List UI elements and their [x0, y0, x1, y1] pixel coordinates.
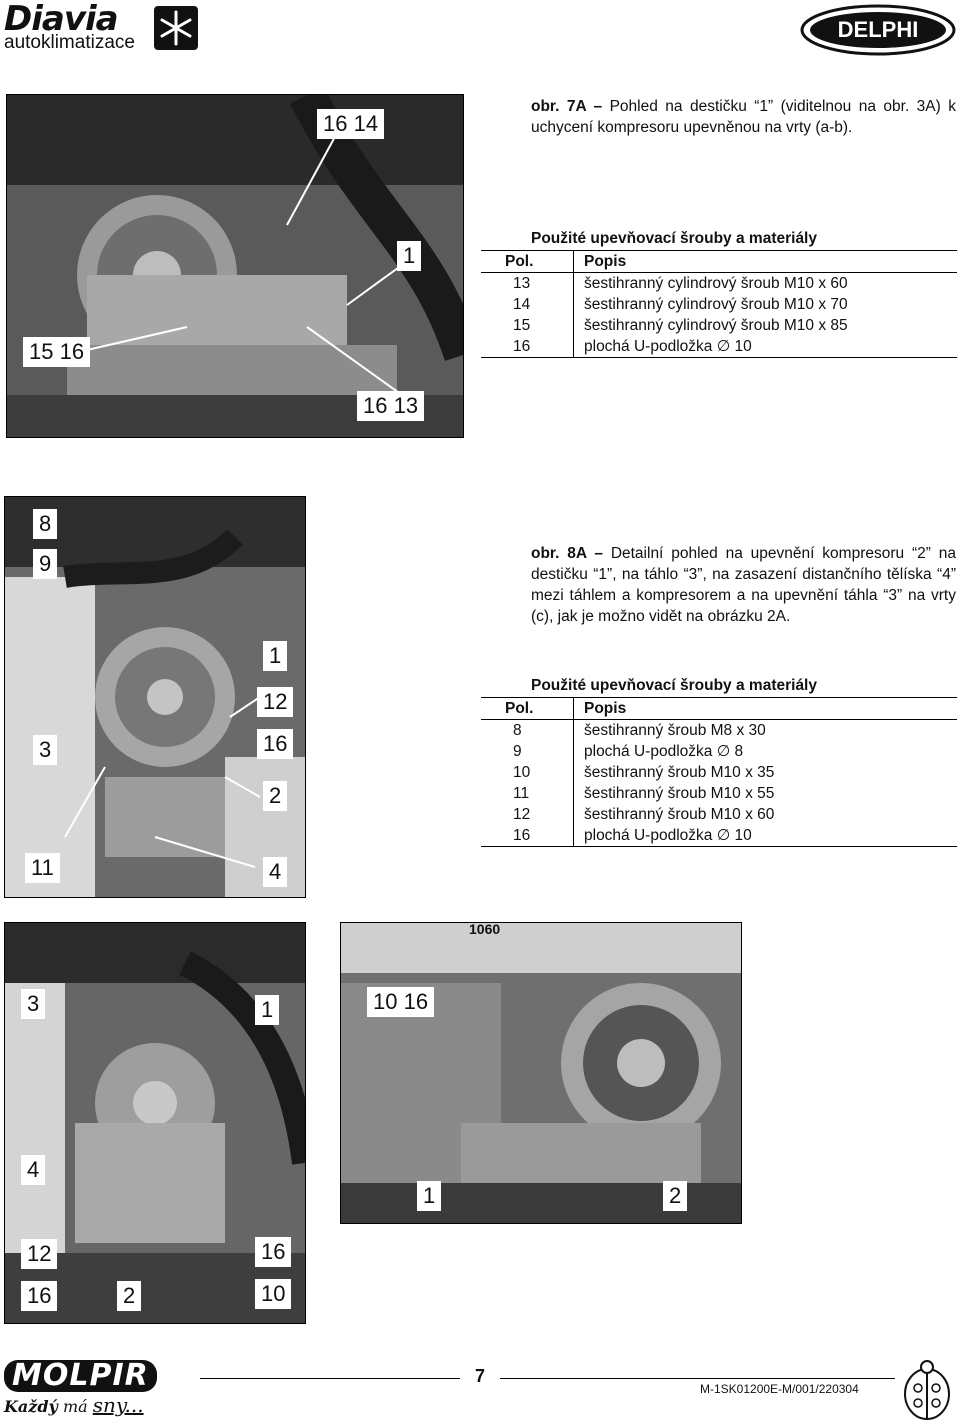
callout-label: 3	[21, 989, 45, 1019]
callout-label: 1	[255, 995, 279, 1025]
table-row	[481, 741, 957, 762]
cell-desc: plochá U-podložka ∅ 8	[584, 743, 744, 760]
callout-label: 9	[33, 549, 57, 579]
callout-label: 2	[117, 1281, 141, 1311]
callout-label: 16	[255, 1237, 291, 1267]
callout-label: 16 13	[357, 391, 424, 421]
callout-label: 4	[263, 857, 287, 887]
cell-desc: šestihranný šroub M10 x 60	[584, 806, 775, 823]
photo-bottom-left	[4, 922, 306, 1324]
col-header-pos: Pol.	[481, 698, 574, 720]
cell-desc: šestihranný šroub M8 x 30	[584, 722, 766, 739]
molpir-slogan	[4, 1392, 184, 1420]
caption-text: Pohled na destičku “1” (viditelnou na obr. 3A) k uchycení kompresoru upevněnou na vrty (a-b).	[531, 98, 956, 136]
photo-bottom-right	[340, 922, 742, 1224]
caption-dash: –	[586, 545, 611, 562]
caption-ref: obr. 8A	[531, 545, 587, 562]
callout-label: 2	[263, 781, 287, 811]
callout-label: 10 16	[367, 987, 434, 1017]
cell-desc: plochá U-podložka ∅ 10	[574, 825, 958, 847]
cell-pos: 9	[481, 741, 574, 762]
col-header-desc: Popis	[584, 700, 627, 717]
cell-pos: 13	[481, 273, 574, 295]
callout-label: 15 16	[23, 337, 90, 367]
page-number: 7	[474, 1366, 485, 1386]
callout-label: 2	[663, 1181, 687, 1211]
callout-label: 16 14	[317, 109, 384, 139]
cell-pos: 15	[481, 315, 574, 336]
callout-label: 1	[263, 641, 287, 671]
callout-label: 4	[21, 1155, 45, 1185]
footer-divider	[500, 1378, 895, 1379]
table-row	[481, 783, 957, 804]
parts-table-fig-7a	[481, 228, 957, 358]
caption-text: Detailní pohled na upevnění kompresoru “2” na destičku “1”, na táhlo “3”, na zasazení distančního tělíska “4” mezi táhlem a kompresorem a na upevnění táhla “3” na vrty (c), jak je možno vidět na obrázku 2A.	[531, 545, 956, 625]
table-row	[481, 336, 957, 358]
col-header-pos: Pol.	[481, 251, 574, 273]
table-title: Použité upevňovací šrouby a materiály	[531, 677, 817, 694]
slogan-part: má	[62, 1397, 88, 1416]
callout-label: 1	[417, 1181, 441, 1211]
callout-label: 16	[21, 1281, 57, 1311]
photo-fig-7a	[6, 94, 464, 438]
slogan-part: sny...	[92, 1393, 144, 1417]
callout-label: 16	[257, 729, 293, 759]
table-title: Použité upevňovací šrouby a materiály	[531, 230, 817, 247]
callout-label: 3	[33, 735, 57, 765]
table-row	[481, 294, 957, 315]
cell-pos: 10	[481, 762, 574, 783]
cell-pos: 16	[481, 336, 574, 358]
molpir-logo	[4, 1360, 184, 1422]
callout-label: 11	[25, 853, 60, 883]
cell-desc: plochá U-podložka ∅ 10	[574, 336, 958, 358]
diavia-subtitle: autoklimatizace	[4, 32, 135, 53]
callout-label: 8	[33, 509, 57, 539]
diavia-wordmark: Diavia	[4, 0, 118, 39]
cell-pos: 11	[481, 783, 574, 804]
footer-divider	[200, 1378, 460, 1379]
snowflake-icon	[154, 6, 198, 50]
caption-dash: –	[586, 98, 610, 115]
caption-ref: obr. 7A	[531, 98, 587, 115]
caption-fig-8a	[531, 543, 956, 627]
cell-desc: šestihranný šroub M10 x 35	[584, 764, 775, 781]
parts-table-fig-8a	[481, 675, 957, 847]
delphi-wordmark: DELPHI	[837, 17, 919, 42]
table-row	[481, 273, 957, 295]
cell-pos: 16	[481, 825, 574, 847]
callout-label: 12	[257, 687, 293, 717]
document-reference: M-1SK01200E-M/001/220304	[700, 1382, 859, 1396]
molpir-wordmark: MOLPIR	[4, 1360, 157, 1392]
stamp-number: 1060	[469, 922, 501, 937]
table-row	[481, 804, 957, 825]
delphi-logo	[800, 4, 956, 56]
cell-desc: šestihranný cylindrový šroub M10 x 60	[584, 275, 848, 292]
callout-label: 12	[21, 1239, 57, 1269]
cell-desc: šestihranný cylindrový šroub M10 x 70	[584, 296, 848, 313]
slogan-part: Každý	[4, 1397, 58, 1416]
parts-table	[481, 697, 957, 847]
table-row	[481, 720, 957, 742]
photo-fig-8a	[4, 496, 306, 898]
ladybug-icon	[898, 1358, 956, 1422]
cell-pos: 8	[481, 720, 574, 742]
table-row	[481, 762, 957, 783]
col-header-desc: Popis	[584, 253, 627, 270]
parts-table	[481, 250, 957, 358]
callout-label: 1	[397, 241, 421, 271]
table-row	[481, 825, 957, 847]
cell-pos: 12	[481, 804, 574, 825]
cell-pos: 14	[481, 294, 574, 315]
cell-desc: šestihranný cylindrový šroub M10 x 85	[584, 317, 848, 334]
callout-label: 10	[255, 1279, 291, 1309]
table-row	[481, 315, 957, 336]
cell-desc: šestihranný šroub M10 x 55	[584, 785, 775, 802]
caption-fig-7a	[531, 96, 956, 138]
diavia-logo	[4, 0, 200, 53]
